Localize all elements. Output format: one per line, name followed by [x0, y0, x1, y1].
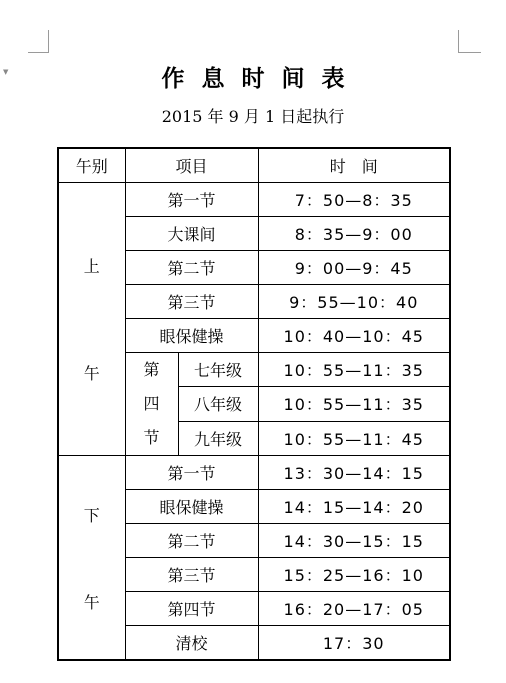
item-cell: 第四节: [125, 592, 258, 626]
afternoon-label: [58, 456, 125, 661]
item-cell: 眼保健操: [125, 490, 258, 524]
time-cell: 10：55—11：35: [258, 353, 450, 387]
table-row: [58, 456, 450, 490]
header-period: 午别: [58, 148, 125, 183]
time-cell: 17：30: [258, 626, 450, 661]
time-cell: 9：55—10：40: [258, 285, 450, 319]
time-cell: 8：35—9：00: [258, 217, 450, 251]
item-cell: 第三节: [125, 558, 258, 592]
fourth-period-label: [125, 353, 178, 456]
morning-label: [58, 183, 125, 456]
header-item: 项目: [125, 148, 258, 183]
page-corner-mark-top-right: [458, 30, 481, 53]
time-cell: 10：55—11：45: [258, 421, 450, 455]
item-cell: 大课间: [125, 217, 258, 251]
fourth-label-char: 节: [143, 428, 160, 447]
item-cell: 第一节: [125, 183, 258, 217]
grade-cell: 九年级: [178, 421, 258, 455]
afternoon-label-bottom: 午: [83, 592, 100, 612]
grade-cell: 八年级: [178, 387, 258, 421]
afternoon-label-top: 下: [83, 505, 100, 525]
fourth-label-char: 第: [143, 360, 160, 379]
page-corner-mark-top-left: [28, 30, 49, 53]
time-cell: 9：00—9：45: [258, 251, 450, 285]
time-cell: 16：20—17：05: [258, 592, 450, 626]
item-cell: 清校: [125, 626, 258, 661]
time-cell: 14：15—14：20: [258, 490, 450, 524]
fourth-label-char: 四: [143, 394, 160, 413]
document-title: 作息时间表: [161, 65, 362, 92]
paragraph-marker-icon: ▼: [3, 68, 9, 76]
item-cell: 第二节: [125, 251, 258, 285]
table-row: [58, 183, 450, 217]
morning-label-top: 上: [83, 257, 100, 276]
item-cell: 第三节: [125, 285, 258, 319]
time-cell: 10：40—10：45: [258, 319, 450, 353]
time-cell: 14：30—15：15: [258, 524, 450, 558]
grade-cell: 七年级: [178, 353, 258, 387]
header-time: 时 间: [258, 148, 450, 183]
item-cell: 第二节: [125, 524, 258, 558]
time-cell: 7：50—8：35: [258, 183, 450, 217]
time-cell: 15：25—16：10: [258, 558, 450, 592]
time-cell: 13：30—14：15: [258, 456, 450, 490]
document-subtitle: 2015 年 9 月 1 日起执行: [161, 107, 345, 126]
table-header-row: [58, 148, 450, 183]
item-cell: 眼保健操: [125, 319, 258, 353]
time-cell: 10：55—11：35: [258, 387, 450, 421]
morning-label-bottom: 午: [83, 364, 100, 383]
item-cell: 第一节: [125, 456, 258, 490]
schedule-table: [57, 147, 451, 661]
